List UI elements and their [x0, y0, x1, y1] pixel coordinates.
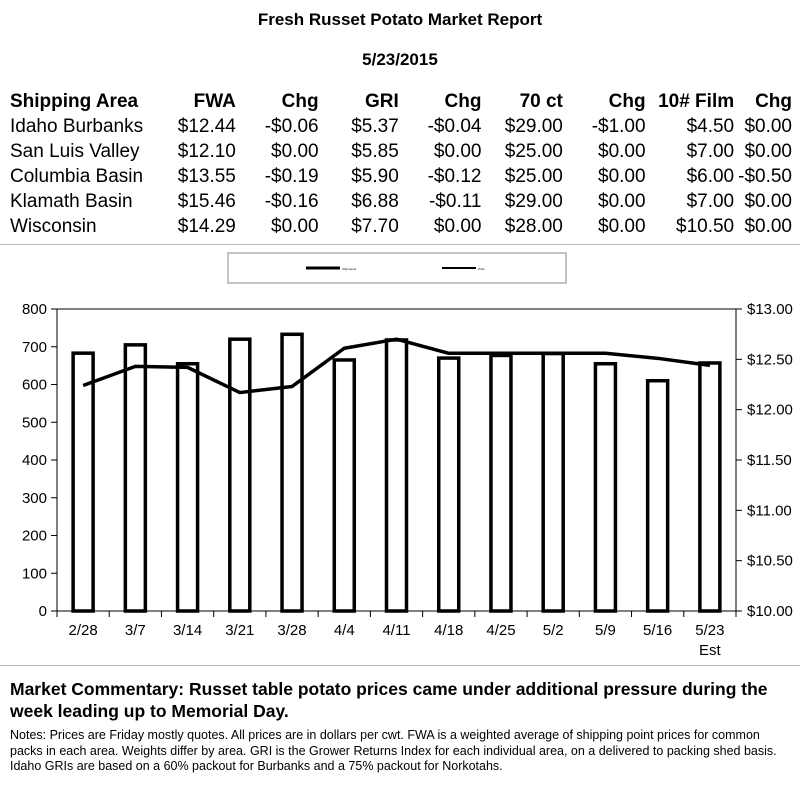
- x-tick-label: 4/18: [434, 622, 464, 639]
- x-tick-sublabel: Est: [699, 642, 721, 659]
- price-table-header-row: [8, 90, 794, 114]
- y-left-tick-label: 200: [21, 527, 47, 545]
- cell-gri: $5.85: [351, 140, 399, 162]
- bar: [595, 364, 615, 611]
- table-row: [8, 189, 794, 214]
- cell-fwa-chg: -$0.19: [264, 165, 319, 187]
- y-left-tick-label: 100: [21, 565, 47, 583]
- cell-70ct: $29.00: [504, 190, 563, 212]
- y-left-tick-label: 600: [21, 376, 47, 394]
- market-commentary: Market Commentary: Russet table potato prices came under additional pressure during the week leading up to Memorial Day.: [10, 679, 768, 721]
- x-tick-label: 3/21: [225, 622, 255, 639]
- cell-fwa: $12.10: [177, 140, 236, 162]
- x-tick-label: 5/23: [695, 622, 725, 639]
- cell-area: Columbia Basin: [10, 165, 144, 187]
- divider-top: [0, 244, 800, 245]
- cell-film-chg: -$0.50: [738, 165, 792, 187]
- price-table: [8, 90, 794, 239]
- cell-70ct: $28.00: [504, 215, 563, 237]
- bar: [282, 334, 302, 611]
- divider-bottom: [0, 665, 800, 666]
- cell-fwa: $12.44: [177, 115, 236, 137]
- y-left-tick-label: 400: [21, 452, 47, 469]
- header-70ct-chg: Chg: [608, 91, 646, 112]
- cell-film: $4.50: [686, 115, 735, 137]
- bar: [543, 354, 563, 611]
- cell-film-chg: $0.00: [744, 190, 792, 212]
- cell-film-chg: $0.00: [744, 215, 792, 237]
- y-right-tick-label: $12.50: [747, 351, 793, 369]
- cell-fwa-chg: $0.00: [271, 215, 319, 237]
- cell-film-chg: $0.00: [744, 115, 792, 137]
- bar: [700, 363, 720, 611]
- cell-area: Klamath Basin: [10, 190, 133, 212]
- y-left-tick-label: 300: [21, 489, 47, 507]
- header-film-chg: Chg: [755, 91, 792, 112]
- header-fwa: FWA: [193, 91, 236, 112]
- x-tick-label: 2/28: [68, 622, 98, 639]
- cell-gri-chg: -$0.11: [428, 190, 482, 212]
- report-date: 5/23/2015: [362, 50, 438, 69]
- chart-legend: [228, 253, 566, 283]
- cell-film: $10.50: [676, 215, 735, 237]
- cell-area: Idaho Burbanks: [10, 115, 144, 137]
- cell-gri: $7.70: [351, 215, 399, 237]
- cell-70ct: $25.00: [504, 165, 563, 187]
- cell-70ct-chg: $0.00: [598, 190, 646, 212]
- header-70ct: 70 ct: [519, 91, 563, 112]
- legend-price-label: Price: [478, 267, 485, 271]
- legend-shipments-label: Shipments: [342, 267, 357, 271]
- x-tick-label: 3/14: [172, 622, 203, 639]
- cell-fwa-chg: $0.00: [271, 140, 319, 162]
- shipments-price-chart: [0, 250, 800, 665]
- cell-fwa-chg: -$0.16: [264, 190, 319, 212]
- table-row: [8, 164, 794, 189]
- cell-fwa: $13.55: [177, 165, 236, 187]
- cell-fwa: $14.29: [177, 215, 236, 237]
- table-row: [8, 114, 794, 139]
- y-right-tick-label: $13.00: [747, 301, 793, 318]
- cell-film-chg: $0.00: [744, 140, 792, 162]
- table-row: [8, 214, 794, 239]
- bar: [125, 345, 145, 611]
- y-left-tick-label: 0: [38, 603, 47, 620]
- bar: [387, 340, 407, 611]
- bar: [439, 358, 459, 611]
- bar: [648, 381, 668, 611]
- y-right-tick-label: $11.00: [747, 502, 792, 520]
- y-left-tick-label: 500: [21, 414, 47, 432]
- x-tick-label: 5/9: [594, 622, 616, 639]
- cell-film: $6.00: [686, 165, 735, 187]
- cell-70ct-chg: $0.00: [598, 165, 646, 187]
- plot-area: [22, 301, 793, 659]
- header-10lb-film: 10# Film: [658, 91, 735, 112]
- cell-70ct: $25.00: [504, 140, 563, 162]
- bar: [334, 360, 354, 611]
- cell-gri: $6.88: [351, 190, 399, 212]
- x-tick-label: 4/11: [382, 622, 411, 639]
- cell-gri: $5.90: [351, 165, 399, 187]
- header-gri-chg: Chg: [444, 91, 482, 112]
- legend-box: [228, 253, 566, 283]
- x-tick-label: 4/25: [486, 622, 516, 639]
- cell-70ct: $29.00: [504, 115, 563, 137]
- y-left-tick-label: 800: [21, 301, 47, 318]
- cell-gri-chg: $0.00: [433, 140, 482, 162]
- cell-gri-chg: -$0.12: [427, 165, 482, 187]
- cell-70ct-chg: $0.00: [598, 140, 646, 162]
- y-right-tick-label: $12.00: [747, 401, 793, 419]
- x-tick-label: 5/16: [643, 622, 673, 639]
- y-right-tick-label: $10.50: [747, 552, 793, 570]
- y-left-tick-label: 700: [21, 338, 47, 356]
- header-gri: GRI: [364, 91, 399, 112]
- table-row: [8, 139, 794, 164]
- cell-film: $7.00: [686, 190, 735, 212]
- cell-fwa: $15.46: [177, 190, 236, 212]
- bar: [178, 364, 198, 611]
- cell-fwa-chg: -$0.06: [264, 115, 319, 137]
- cell-area: Wisconsin: [10, 215, 97, 237]
- report-title: Fresh Russet Potato Market Report: [257, 10, 543, 29]
- y-right-tick-label: $10.00: [747, 603, 793, 620]
- x-tick-label: 4/4: [333, 622, 355, 639]
- x-tick-label: 5/2: [542, 622, 564, 639]
- cell-70ct-chg: -$1.00: [591, 115, 646, 137]
- x-tick-label: 3/28: [277, 622, 307, 639]
- cell-70ct-chg: $0.00: [598, 215, 646, 237]
- header-fwa-chg: Chg: [281, 91, 319, 112]
- cell-film: $7.00: [686, 140, 735, 162]
- header-shipping-area: Shipping Area: [10, 91, 139, 112]
- bar: [230, 339, 250, 611]
- bar: [491, 355, 511, 611]
- cell-gri: $5.37: [351, 115, 399, 137]
- bar: [73, 353, 93, 611]
- x-tick-label: 3/7: [124, 622, 146, 639]
- report-notes: Notes: Prices are Friday mostly quotes. All prices are in dollars per cwt. FWA is a weighted average of shipping point prices for common packs in each area. Weights differ by area. GRI is the Grower Returns Index for each individual area, on a delivered to packing shed basis. Idaho GRIs are based on a 60% packout for Burbanks and a 75% packout for Norkotahs.: [10, 728, 777, 773]
- cell-gri-chg: $0.00: [433, 215, 482, 237]
- cell-area: San Luis Valley: [10, 140, 140, 162]
- y-right-tick-label: $11.50: [747, 452, 792, 469]
- cell-gri-chg: -$0.04: [427, 115, 482, 137]
